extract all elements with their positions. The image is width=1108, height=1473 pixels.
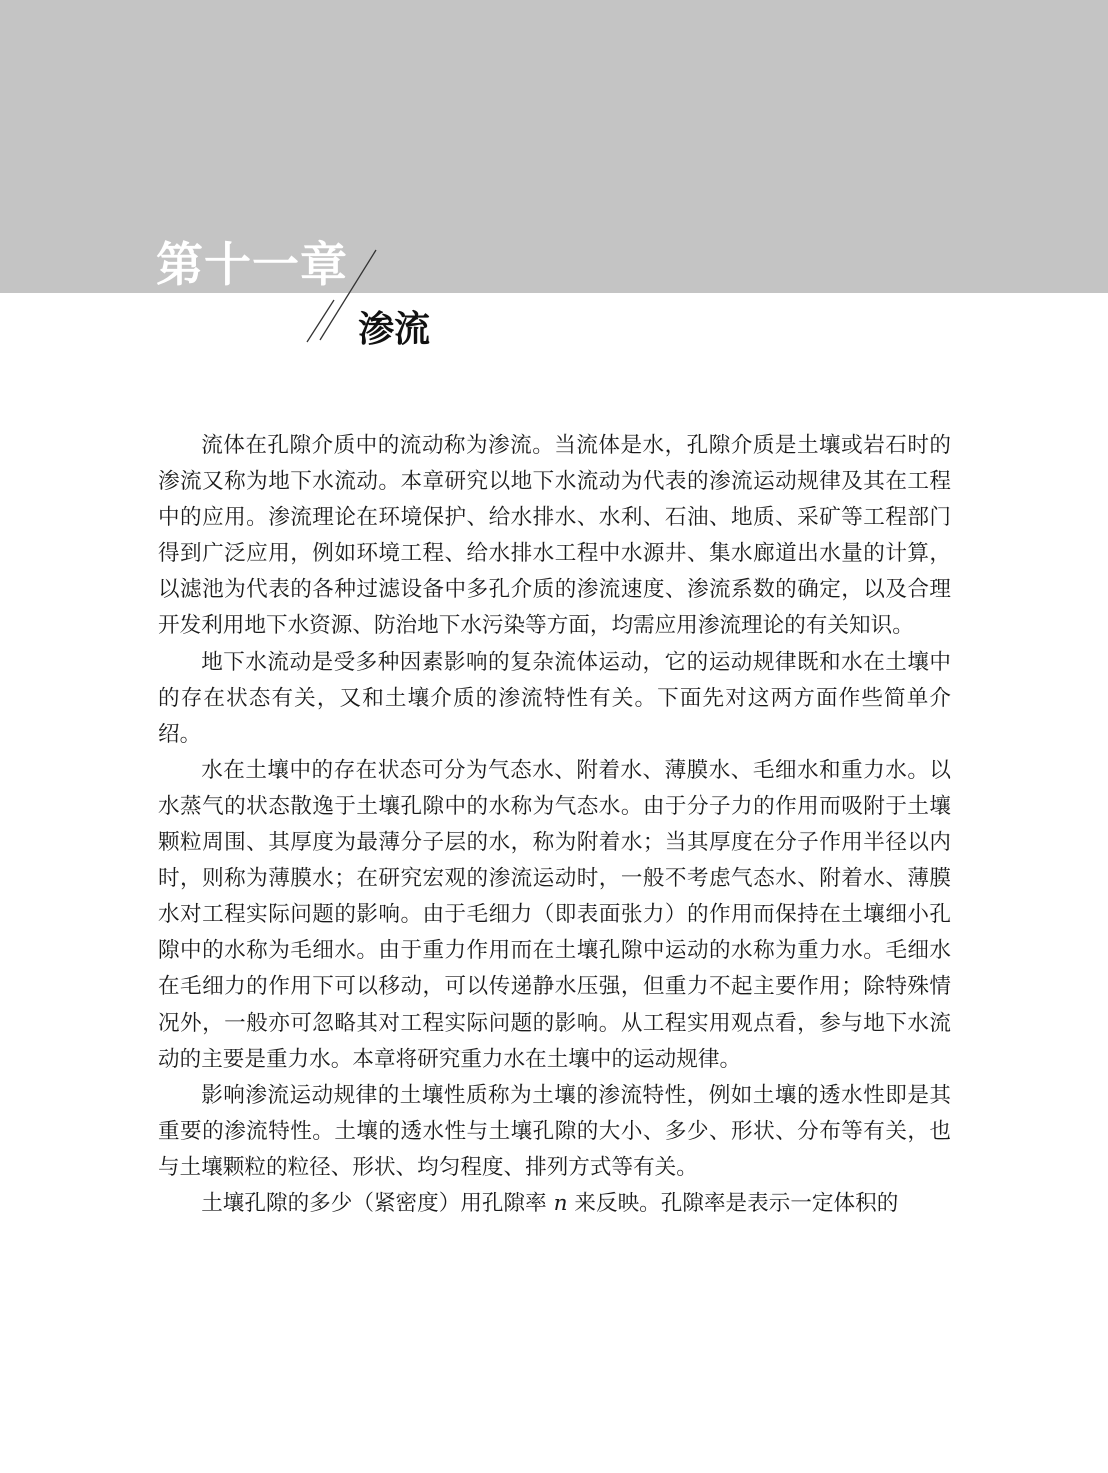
- paragraph: [158, 1186, 951, 1222]
- porosity-variable: n: [553, 1190, 568, 1216]
- paragraph: 水在土壤中的存在状态可分为气态水、附着水、薄膜水、毛细水和重力水。以水蒸气的状态散逸于土壤孔隙中的水称为气态水。由于分子力的作用而吸附于土壤颗粒周围、其厚度为最薄分子层的水，称为附着水；当其厚度在分子作用半径以内时，则称为薄膜水；在研究宏观的渗流运动时，一般不考虑气态水、附着水、薄膜水对工程实际问题的影响。由于毛细力（即表面张力）的作用而保持在土壤细小孔隙中的水称为毛细水。由于重力作用而在土壤孔隙中运动的水称为重力水。毛细水在毛细力的作用下可以移动，可以传递静水压强，但重力不起主要作用；除特殊情况外，一般亦可忽略其对工程实际问题的影响。从工程实用观点看，参与地下水流动的主要是重力水。本章将研究重力水在土壤中的运动规律。: [158, 757, 951, 1072]
- paragraph: 流体在孔隙介质中的流动称为渗流。当流体是水，孔隙介质是土壤或岩石时的渗流又称为地下水流动。本章研究以地下水流动为代表的渗流运动规律及其在工程中的应用。渗流理论在环境保护、给水排水、水利、石油、地质、采矿等工程部门得到广泛应用，例如环境工程、给水排水工程中水源井、集水廊道出水量的计算，以滤池为代表的各种过滤设备中多孔介质的渗流速度、渗流系数的确定，以及合理开发利用地下水资源、防治地下水污染等方面，均需应用渗流理论的有关知识。: [158, 433, 951, 639]
- paragraph: 地下水流动是受多种因素影响的复杂流体运动，它的运动规律既和水在土壤中的存在状态有关，又和土壤介质的渗流特性有关。下面先对这两方面作些简单介绍。: [158, 649, 951, 747]
- chapter-number: 第十一章: [156, 238, 348, 293]
- chapter-title: 渗流: [358, 309, 431, 350]
- paragraph-text: 来反映。孔隙率是表示一定体积的: [574, 1190, 899, 1216]
- body-text: [158, 428, 951, 1222]
- paragraph: 影响渗流运动规律的土壤性质称为土壤的渗流特性，例如土壤的透水性即是其重要的渗流特性。土壤的透水性与土壤孔隙的大小、多少、形状、分布等有关，也与土壤颗粒的粒径、形状、均匀程度、排列方式等有关。: [158, 1082, 951, 1180]
- paragraph-text: 土壤孔隙的多少（紧密度）用孔隙率: [201, 1190, 547, 1216]
